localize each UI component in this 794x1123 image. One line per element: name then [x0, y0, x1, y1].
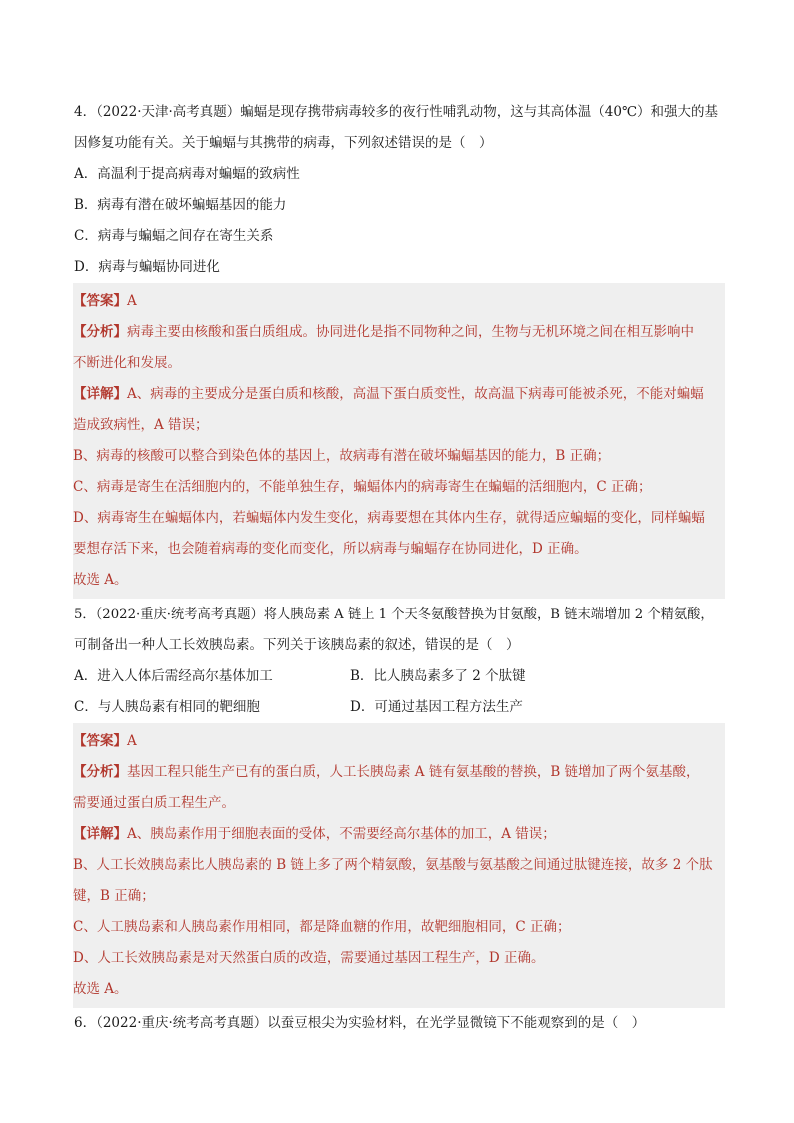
detail-tag: 【详解】: [73, 386, 127, 402]
detail-text: D、人工长效胰岛素是对天然蛋白质的改造，需要通过基因工程生产，D 正确。: [73, 950, 545, 966]
answer-line: [73, 286, 725, 317]
answer-value: A: [127, 733, 137, 749]
answer-line: [73, 726, 725, 757]
option-a: A．高温利于提高病毒对蝙蝠的致病性: [74, 166, 300, 182]
question-stem: 4．（2022·天津·高考真题）蝙蝠是现存携带病毒较多的夜行性哺乳动物，这与其高体温（40℃）和强大的基: [74, 104, 719, 120]
option-b: B．病毒有潜在破坏蝙蝠基因的能力: [74, 197, 287, 213]
answer-tag: 【答案】: [73, 293, 127, 309]
analysis-text: 不断进化和发展。: [73, 355, 181, 371]
question-stem: 可制备出一种人工长效胰岛素。下列关于该胰岛素的叙述，错误的是（ ）: [74, 637, 520, 653]
answer-tag: 【答案】: [73, 733, 127, 749]
detail-text: C、人工胰岛素和人胰岛素作用相同，都是降血糖的作用，故靶细胞相同，C 正确；: [73, 919, 571, 935]
detail-text: C、病毒是寄生在活细胞内的，不能单独生存，蝙蝠体内的病毒寄生在蝙蝠的活细胞内，C 正确；: [73, 479, 652, 495]
analysis-line: [73, 317, 725, 348]
analysis-tag: 【分析】: [73, 324, 127, 340]
detail-text: A、病毒的主要成分是蛋白质和核酸，高温下蛋白质变性，故高温下病毒可能被杀死，不能对蝙蝠: [127, 386, 704, 402]
question-6: [74, 1008, 724, 1039]
question-stem: 因修复功能有关。关于蝙蝠与其携带的病毒，下列叙述错误的是（ ）: [74, 135, 493, 151]
conclusion-text: 故选 A。: [73, 981, 128, 997]
option-c: C．病毒与蝙蝠之间存在寄生关系: [74, 228, 274, 244]
question-stem: 6．（2022·重庆·统考高考真题）以蚕豆根尖为实验材料，在光学显微镜下不能观察到的是（ ）: [74, 1015, 646, 1031]
question-4: [74, 97, 724, 599]
option-row: [74, 692, 724, 723]
detail-text: 要想存活下来，也会随着病毒的变化而变化，所以病毒与蝙蝠存在协同进化，D 正确。: [73, 541, 588, 557]
detail-text: B、病毒的核酸可以整合到染色体的基因上，故病毒有潜在破坏蝙蝠基因的能力，B 正确；: [73, 448, 611, 464]
analysis-text: 病毒主要由核酸和蛋白质组成。协同进化是指不同物种之间，生物与无机环境之间在相互影响中: [127, 324, 694, 340]
option-d: D．可通过基因工程方法生产: [350, 699, 523, 715]
analysis-text: 需要通过蛋白质工程生产。: [73, 795, 235, 811]
option-a: A．进入人体后需经高尔基体加工: [74, 668, 273, 684]
question-5: [74, 599, 724, 1008]
detail-text: 键，B 正确；: [73, 888, 155, 904]
analysis-line: [73, 757, 725, 788]
conclusion-text: 故选 A。: [73, 572, 128, 588]
option-row: [74, 661, 724, 692]
detail-text: D、病毒寄生在蝙蝠体内，若蝙蝠体内发生变化，病毒要想在其体内生存，就得适应蝙蝠的变化，同样蝙蝠: [73, 510, 705, 526]
answer-block: [73, 283, 725, 599]
answer-block: [73, 723, 725, 1008]
document-page: [74, 97, 724, 1039]
detail-text: B、人工长效胰岛素比人胰岛素的 B 链上多了两个精氨酸，氨基酸与氨基酸之间通过肽键连接，故多 2 个肽: [73, 857, 713, 873]
detail-line: [73, 379, 725, 410]
detail-line: [73, 819, 725, 850]
answer-value: A: [127, 293, 137, 309]
detail-text: A、胰岛素作用于细胞表面的受体，不需要经高尔基体的加工，A 错误；: [127, 826, 556, 842]
analysis-tag: 【分析】: [73, 764, 127, 780]
detail-tag: 【详解】: [73, 826, 127, 842]
option-b: B．比人胰岛素多了 2 个肽键: [350, 668, 526, 684]
option-c: C．与人胰岛素有相同的靶细胞: [74, 699, 260, 715]
detail-text: 造成致病性，A 错误；: [73, 417, 209, 433]
question-stem: 5．（2022·重庆·统考高考真题）将人胰岛素 A 链上 1 个天冬氨酸替换为甘氨酸，B 链末端增加 2 个精氨酸，: [74, 607, 714, 622]
option-d: D．病毒与蝙蝠协同进化: [74, 259, 220, 275]
analysis-text: 基因工程只能生产已有的蛋白质，人工长胰岛素 A 链有氨基酸的替换，B 链增加了两个氨基酸，: [127, 764, 700, 780]
